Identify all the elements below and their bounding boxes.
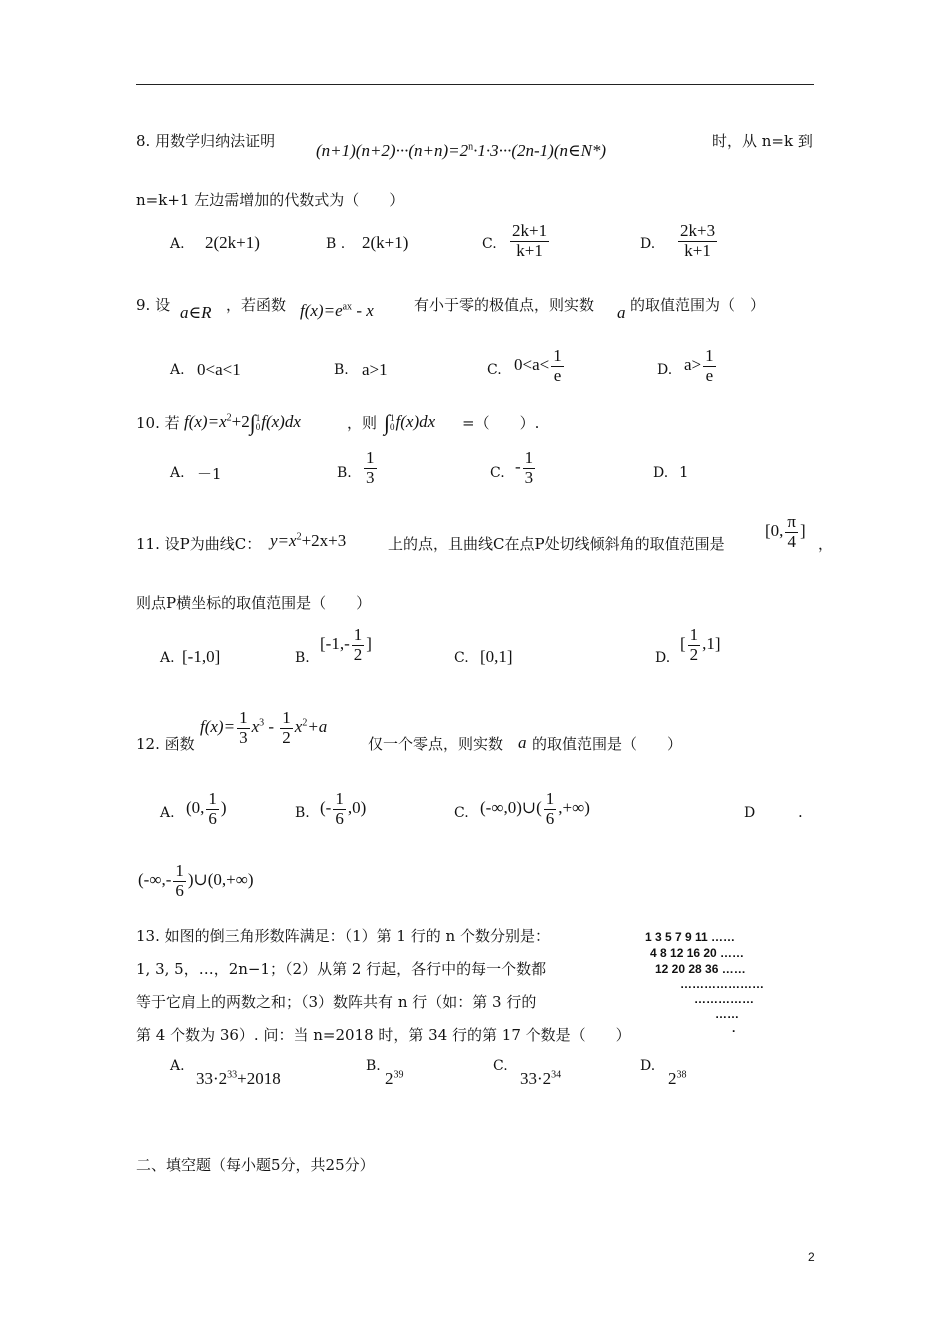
triangle-row-2: 4 8 12 16 20 …… bbox=[650, 946, 745, 960]
q8-formula: $(n+1)(n+2)\cdot\cdot\cdot(n+n)=2^n\cdot 1\cdot 3\cdot\cdot\cdot(2n-1)(n\in N*)$ bbox=[316, 141, 607, 160]
q11-comma: ， bbox=[818, 535, 834, 553]
q9-suffix: 的取值范围为（ ） bbox=[630, 296, 766, 314]
q13-option-a-label: A. bbox=[170, 1058, 185, 1074]
q10-option-d-label: D. bbox=[653, 465, 669, 481]
q10-option-b-label: B. bbox=[337, 465, 352, 481]
q12-suffix: 的取值范围是（ ） bbox=[532, 735, 683, 753]
q9-mid1: ，若函数 bbox=[226, 296, 287, 314]
q11-prefix: 11. 设P为曲线C： bbox=[136, 535, 262, 553]
header-rule bbox=[136, 84, 814, 85]
q9-option-a: 0<a<1 bbox=[197, 360, 241, 379]
q11-line2: 则点P横坐标的取值范围是（ ） bbox=[136, 594, 372, 612]
q10-equation: $f(x)=x^2+2\int$ 1 0 f(x)dx bbox=[184, 410, 301, 435]
q9-function: $f(x)=e^{ax} - x$ bbox=[300, 301, 374, 320]
q9-option-c-label: C. bbox=[487, 362, 502, 378]
q12-option-a: (0, $\frac{1}{6}$ ) bbox=[186, 789, 227, 828]
q12-option-b: (- $\frac{1}{6}$ ,0) bbox=[320, 789, 367, 828]
q12-mid: 仅一个零点，则实数 bbox=[368, 735, 504, 753]
q8-suffix: 时，从 n=k 到 bbox=[712, 132, 813, 150]
q8-option-c-label: C. bbox=[482, 236, 497, 252]
q10-mid: ，则 bbox=[347, 414, 378, 432]
q13-line3: 等于它肩上的两数之和；（3）数阵共有 n 行（如：第 3 行的 bbox=[136, 993, 537, 1011]
q11-option-c: [0,1] bbox=[480, 647, 513, 666]
q12-option-d: (-∞,- $\frac{1}{6}$ )∪(0,+∞) bbox=[138, 861, 254, 900]
q9-option-c: 0<a< $\frac{1}{e}$ bbox=[514, 346, 562, 385]
q10-option-c-label: C. bbox=[490, 465, 505, 481]
q8-option-c: $\frac{2k+1}{k+1}$ bbox=[512, 221, 548, 260]
q9-option-d-label: D. bbox=[657, 362, 673, 378]
q13-line2: 1, 3, 5，…，2n−1；（2）从第 2 行起，各行中的每一个数都 bbox=[136, 960, 547, 978]
q10-integral: ∫ 1 0 f(x)dx bbox=[384, 410, 436, 435]
q12-function: f(x)= $\frac{1}{3}$ $x^3$ - $\frac{1}{2}$ $x^2+a$ bbox=[200, 708, 328, 747]
q8-line2: n=k+1 左边需增加的代数式为（ ） bbox=[136, 191, 405, 209]
q11-option-d-label: D. bbox=[655, 650, 671, 666]
q13-option-c-label: C. bbox=[493, 1058, 508, 1074]
q10-option-a-label: A. bbox=[170, 465, 185, 481]
q12-option-a-label: A. bbox=[160, 805, 175, 821]
q8-option-b-label: B . bbox=[326, 236, 346, 252]
q12-var: a bbox=[518, 733, 527, 752]
q13-option-d-label: D. bbox=[640, 1058, 656, 1074]
q11-mid: 上的点，且曲线C在点P处切线倾斜角的取值范围是 bbox=[388, 535, 725, 553]
q9-var: a bbox=[617, 303, 626, 322]
q11-option-c-label: C. bbox=[454, 650, 469, 666]
triangle-row-4: ………………… bbox=[680, 977, 764, 991]
q11-option-b: [-1,- $\frac{1}{2}$ ] bbox=[320, 625, 372, 664]
q8-prefix: 8. 用数学归纳法证明 bbox=[136, 132, 276, 150]
section-2-heading: 二、填空题（每小题5分，共25分） bbox=[136, 1156, 375, 1174]
q11-option-b-label: B. bbox=[295, 650, 310, 666]
q10-option-a: －1 bbox=[197, 465, 222, 483]
q8-option-b: 2(k+1) bbox=[362, 233, 409, 252]
q13-option-b-label: B. bbox=[366, 1058, 381, 1074]
q12-option-c: (-∞,0)∪( $\frac{1}{6}$ ,+∞) bbox=[480, 789, 590, 828]
q13-line4: 第 4 个数为 36）. 问：当 n=2018 时，第 34 行的第 17 个数是（ ） bbox=[136, 1026, 631, 1044]
q8-option-a: 2(2k+1) bbox=[205, 233, 260, 252]
q10-option-c: - $\frac{1}{3}$ bbox=[515, 448, 534, 487]
q10-option-d: 1 bbox=[679, 463, 689, 481]
q8-option-a-label: A. bbox=[170, 236, 185, 252]
q12-prefix: 12. 函数 bbox=[136, 735, 195, 753]
q13-option-a: $33\cdot 2^{33}+2018$ bbox=[196, 1069, 281, 1088]
q9-mid2: 有小于零的极值点，则实数 bbox=[414, 296, 595, 314]
q9-option-a-label: A. bbox=[170, 362, 185, 378]
q11-range: [0, $\frac{\pi}{4}$ ] bbox=[765, 512, 806, 551]
q12-option-d-dot: . bbox=[798, 803, 803, 821]
q10-prefix: 10. 若 bbox=[136, 414, 180, 432]
triangle-row-5: …………… bbox=[694, 992, 754, 1006]
q10-option-b: $\frac{1}{3}$ bbox=[366, 448, 375, 487]
q12-option-b-label: B. bbox=[295, 805, 310, 821]
q8-option-d-label: D. bbox=[640, 236, 656, 252]
q8-option-d: $\frac{2k+3}{k+1}$ bbox=[680, 221, 716, 260]
q11-option-a: [-1,0] bbox=[182, 647, 221, 666]
q9-condition: a∈R bbox=[180, 303, 212, 322]
q10-suffix: =（ ）. bbox=[462, 414, 540, 432]
q12-option-d-label: D bbox=[744, 805, 756, 821]
triangle-row-6: …… bbox=[715, 1007, 739, 1021]
q13-option-d: $2^{38}$ bbox=[668, 1069, 687, 1088]
q9-option-d: a> $\frac{1}{e}$ bbox=[684, 346, 714, 385]
page-number: 2 bbox=[808, 1250, 815, 1264]
q9-option-b-label: B. bbox=[334, 362, 349, 378]
q13-option-c: $33\cdot 2^{34}$ bbox=[520, 1069, 562, 1088]
q13-line1: 13. 如图的倒三角形数阵满足：（1）第 1 行的 n 个数分别是： bbox=[136, 927, 550, 945]
triangle-row-3: 12 20 28 36 …… bbox=[655, 962, 746, 976]
q11-curve: $y=x^2+2x+3$ bbox=[270, 531, 347, 550]
q12-option-c-label: C. bbox=[454, 805, 469, 821]
q9-option-b: a>1 bbox=[362, 360, 388, 379]
q13-option-b: $2^{39}$ bbox=[385, 1069, 404, 1088]
triangle-row-7: . bbox=[732, 1021, 736, 1035]
q11-option-a-label: A. bbox=[160, 650, 175, 666]
q11-option-d: [ $\frac{1}{2}$ ,1] bbox=[680, 625, 721, 664]
triangle-row-1: 1 3 5 7 9 11 …… bbox=[645, 930, 736, 944]
q9-prefix: 9. 设 bbox=[136, 296, 171, 314]
